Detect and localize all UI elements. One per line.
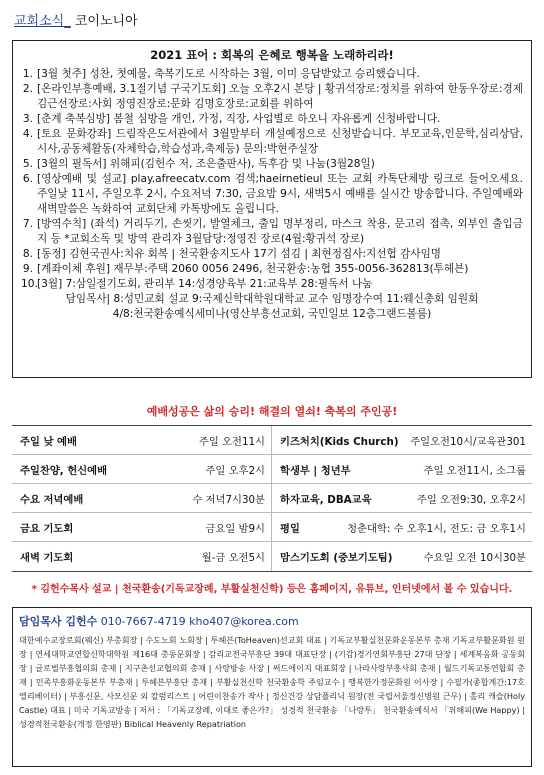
pastor-profile-box	[12, 607, 532, 767]
service-name: 금요 기도회	[20, 522, 74, 535]
news-number: 8.	[22, 248, 33, 260]
service-time: 주일 오전9:30, 오후2시	[416, 493, 526, 506]
news-text: [온라인부흥예배, 3.1절기념 구국기도회] 오늘 오후2시 본당 | 황귀석장로:정치를 위하여 한동우장로:경제 김근선장로:사회 정영진장로:문화 김명호장로:교회를 위하여	[37, 83, 523, 110]
pastor-schedule-line: 담임목사| 8:성민교회 설교 9:국제신학대학원대학교 교수 임명장수여 11:웨신총회 임원회	[65, 293, 479, 305]
service-name: 하자교육, DBA교육	[280, 493, 372, 506]
news-text: [3월의 필독서] 위해피(김헌수 저, 조은출판사), 독후감 및 나눔(3월28일)	[37, 158, 375, 170]
service-name: 새벽 기도회	[20, 552, 74, 564]
news-item	[21, 67, 523, 82]
section-title: 코이노니아	[74, 14, 138, 29]
news-number: 4.	[22, 128, 33, 140]
news-text: [계좌이체 후원] 재무부:주택 2060 0056 2496, 천국환송:농협 355-0056-362813(투헤븐)	[37, 263, 469, 275]
service-name: 키즈처치(Kids Church)	[280, 435, 399, 448]
schedule-row	[12, 542, 532, 571]
service-time: 월-금 오전5시	[201, 552, 265, 564]
schedule-cell	[272, 455, 532, 483]
news-item	[21, 112, 523, 127]
news-number: 6.	[22, 173, 33, 185]
news-number: 7.	[22, 218, 33, 230]
schedule-cell	[272, 484, 532, 512]
service-name: 학생부 | 청년부	[280, 464, 351, 477]
service-time: 수요일 오전 10시30분	[423, 552, 526, 564]
schedule-cell	[272, 513, 532, 541]
pastor-contact-line	[19, 613, 525, 629]
service-time: 금요일 밤9시	[205, 522, 265, 535]
schedule-row	[12, 455, 532, 484]
news-number: 1.	[22, 68, 33, 80]
schedule-cell	[272, 426, 532, 454]
news-item	[21, 172, 523, 217]
news-item	[21, 157, 523, 172]
news-text: [춘계 축복심방] 봄철 심방을 개인, 가정, 직장, 사업별로 하오니 자유롭게 신청바랍니다.	[37, 113, 441, 125]
service-time: 주일오전10시/교육관301	[410, 435, 526, 448]
service-time: 수 저녁7시30분	[192, 493, 265, 506]
schedule-row	[12, 484, 532, 513]
schedule-cell	[272, 542, 532, 571]
news-text: [3월 첫주] 성찬, 첫예물, 축복기도로 시작하는 3월, 이미 응답받았고 승리했습니다.	[37, 68, 420, 80]
service-name: 수요 저녁예배	[20, 493, 84, 506]
news-text: [방역수칙] (좌석) 거리두기, 손씻기, 발열체크, 출입 명부정리, 마스크 착용, 문고리 접촉, 외부인 출입금지 등 *교회소독 및 방역 관리자 3월담당:정영진 장로(4월:황귀석 장로)	[37, 218, 523, 245]
news-text: [영상예배 및 설교] play.afreecatv.com 검색;haeirnetieul 또는 교회 카톡단체방 링크로 들어오세요. 주일낮 11시, 주일오후 2시, 수요저녁 7:30, 금요밤 9시, 새벽5시 예배를 실시간 방송합니다. 주일예배와 새벽말씀은 녹화하여 교회단체 카톡방에도 올립니다.	[37, 173, 523, 215]
news-number: 9.	[22, 263, 33, 275]
news-item	[21, 247, 523, 262]
service-time: 주일 오전11시, 소그룹	[423, 464, 526, 477]
news-number: 10.	[21, 278, 38, 290]
schedule-cell	[12, 426, 272, 454]
service-name: 주일찬양, 헌신예배	[20, 464, 108, 477]
schedule-cell	[12, 455, 272, 483]
page-header	[14, 10, 138, 29]
news-text: [동정] 김현국권사:치유 회복 | 천국환송지도사 17기 섬김 | 최현정집사:지선협 감사임명	[37, 248, 442, 260]
news-text: [토요 문화강좌] 드림작은도서관에서 3월말부터 개설예정으로 신청받습니다. 부모교육,인문학,심리상담,시사,공동체활동(자체학습,학습성과,축제등) 문의:박현주실장	[37, 128, 523, 155]
service-name: 맘스기도회 (중보기도팀)	[280, 552, 393, 564]
service-name: 주일 낮 예배	[20, 435, 77, 448]
news-number: 2.	[22, 83, 33, 95]
news-list	[21, 67, 523, 292]
schedule-cell	[12, 542, 272, 571]
pastor-bio: 대한예수교장로회(웨신) 부총회장 | 수도노회 노회장 | 투헤븐(ToHeaven)선교회 대표 | 기독교부활실천문화운동본부 총재 기독교부활문화원 원장 | 연세대학교연합신학대학원 제16대 총동문회장 | 감리교전국부흥단 39대 대표단장 | (기감)경기연회부흥단 27대 단장 | 세계복음화 공동회장 | 글로벌부흥협의회 총재 | 지구촌선교협의회 총재 | 사랑방송 사장 | 써드에이지 대표회장 | 나라사랑부흥사회 총재 | 월드기독교통연합회 총재 | 민족부흥화운동본부 부총재 | 투헤븐부흥단 총재 | 부활실천신학 천국환송학 주임교수 | 행복한가정문화원 이사장 | 수필가(종합계간:17호 엘리베이터) | 부흥신문, 사모신문 외 칼럼리스트 | 어린이찬송가 작사 | 정신건강 상담플리닉 원장(전 국립서울정신병원 근무) | 홀리 캐슬(Holy Castle) 대표 | 미국 기독교방송 | 저서 : 「기독교장례, 이대로 좋은가?」 성경적 천국환송 「나랑투」 천국환송예식서 「위해피(We Happy) | 성경적천국환송(개정 한영판) Biblical Heavenly Repatriation	[19, 635, 525, 729]
pastor-schedule-line: 4/8:천국환송예식세미나(영산부흥선교회, 국민일보 12층그랜드볼룸)	[112, 308, 432, 320]
news-number: 5.	[22, 158, 33, 170]
service-time: 청춘대학: 수 오후1시, 전도: 금 오후1시	[347, 522, 526, 535]
news-box	[12, 40, 532, 378]
service-time: 주일 오후2시	[205, 464, 265, 477]
section-label: 교회소식_	[14, 14, 71, 29]
news-text: [3월] 7:삼일절기도회, 관리부 14:성경양육부 21:교육부 28:필독서 나눔	[37, 278, 373, 290]
schedule-row	[12, 513, 532, 542]
news-number: 3.	[22, 113, 33, 125]
worship-slogan: 예배성공은 삶의 승리! 해결의 열쇠! 축복의 주인공!	[146, 405, 398, 418]
pastor-name: 담임목사 김헌수	[19, 615, 98, 628]
pastor-contact: 010-7667-4719 kho407@korea.com	[100, 615, 299, 628]
motto-title: 2021 표어 : 회복의 은혜로 행복을 노래하리라!	[150, 48, 394, 62]
schedule-row	[12, 426, 532, 455]
service-name: 평일	[280, 522, 300, 535]
news-item	[21, 277, 523, 292]
schedule-cell	[12, 484, 272, 512]
news-item	[21, 82, 523, 112]
schedule-cell	[12, 513, 272, 541]
worship-schedule-table	[12, 425, 532, 572]
news-item	[21, 262, 523, 277]
news-item	[21, 217, 523, 247]
news-item	[21, 127, 523, 157]
sermon-note: * 김헌수목사 설교 | 천국환송(기독교장례, 부활실천신학) 등은 홈페이지, 유튜브, 인터넷에서 볼 수 있습니다.	[31, 584, 513, 595]
service-time: 주일 오전11시	[198, 435, 265, 448]
